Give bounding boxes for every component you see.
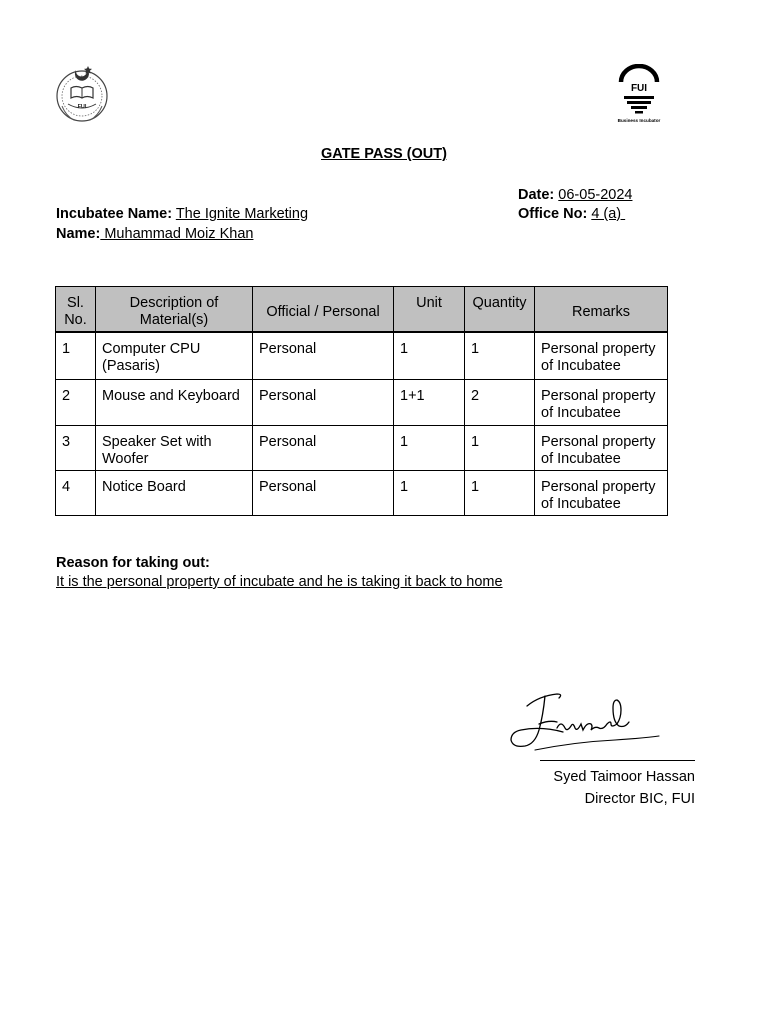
cell-unit: 1+1 bbox=[394, 380, 465, 426]
cell-sl: 3 bbox=[56, 426, 96, 471]
handwritten-signature bbox=[505, 684, 675, 764]
cell-remarks: Personal property of Incubatee bbox=[535, 471, 668, 516]
table-header-row bbox=[56, 287, 668, 332]
cell-remarks: Personal property of Incubatee bbox=[535, 426, 668, 471]
incubatee-label: Incubatee Name: bbox=[56, 206, 173, 222]
name-row bbox=[56, 226, 253, 242]
col-header-type: Official / Personal bbox=[253, 287, 394, 332]
office-label: Office No: bbox=[518, 206, 588, 222]
signature-line bbox=[540, 760, 695, 761]
reason-label: Reason for taking out: bbox=[56, 555, 210, 571]
date-row bbox=[518, 187, 632, 203]
col-header-unit: Unit bbox=[394, 287, 465, 332]
reason-text: It is the personal property of incubate and he is taking it back to home bbox=[56, 574, 503, 590]
cell-description: Computer CPU (Pasaris) bbox=[96, 332, 253, 380]
office-row bbox=[518, 206, 625, 222]
signatory-name: Syed Taimoor Hassan bbox=[553, 769, 695, 785]
signatory-designation: Director BIC, FUI bbox=[584, 791, 695, 807]
left-logo-text: FUI bbox=[77, 104, 87, 110]
fui-business-incubator-logo bbox=[612, 64, 666, 126]
col-header-description: Description of Material(s) bbox=[96, 287, 253, 332]
cell-remarks: Personal property of Incubatee bbox=[535, 332, 668, 380]
incubatee-row bbox=[56, 206, 308, 222]
table-row bbox=[56, 471, 668, 516]
date-value: 06-05-2024 bbox=[558, 187, 633, 203]
date-label: Date: bbox=[518, 187, 555, 203]
right-logo-text: FUI bbox=[630, 83, 648, 94]
cell-quantity: 2 bbox=[465, 380, 535, 426]
name-label: Name: bbox=[56, 226, 101, 242]
col-header-remarks: Remarks bbox=[535, 287, 668, 332]
cell-unit: 1 bbox=[394, 332, 465, 380]
cell-description: Speaker Set with Woofer bbox=[96, 426, 253, 471]
cell-type: Personal bbox=[253, 332, 394, 380]
cell-unit: 1 bbox=[394, 471, 465, 516]
right-logo-subtext: Business Incubator bbox=[617, 118, 661, 123]
cell-quantity: 1 bbox=[465, 332, 535, 380]
col-header-sl: Sl. No. bbox=[56, 287, 96, 332]
name-value: Muhammad Moiz Khan bbox=[100, 226, 254, 242]
cell-type: Personal bbox=[253, 471, 394, 516]
col-header-quantity: Quantity bbox=[465, 287, 535, 332]
materials-table bbox=[55, 286, 668, 516]
cell-quantity: 1 bbox=[465, 426, 535, 471]
table-row bbox=[56, 426, 668, 471]
cell-remarks: Personal property of Incubatee bbox=[535, 380, 668, 426]
page-title: GATE PASS (OUT) bbox=[321, 146, 447, 162]
university-crest-logo bbox=[52, 60, 112, 128]
cell-description: Notice Board bbox=[96, 471, 253, 516]
table-row bbox=[56, 380, 668, 426]
cell-quantity: 1 bbox=[465, 471, 535, 516]
table-row bbox=[56, 332, 668, 380]
cell-sl: 4 bbox=[56, 471, 96, 516]
office-value: 4 (a) bbox=[591, 206, 626, 222]
signatory-block bbox=[553, 766, 695, 810]
incubatee-value: The Ignite Marketing bbox=[175, 206, 309, 222]
cell-type: Personal bbox=[253, 426, 394, 471]
cell-unit: 1 bbox=[394, 426, 465, 471]
cell-sl: 1 bbox=[56, 332, 96, 380]
cell-type: Personal bbox=[253, 380, 394, 426]
cell-description: Mouse and Keyboard bbox=[96, 380, 253, 426]
cell-sl: 2 bbox=[56, 380, 96, 426]
